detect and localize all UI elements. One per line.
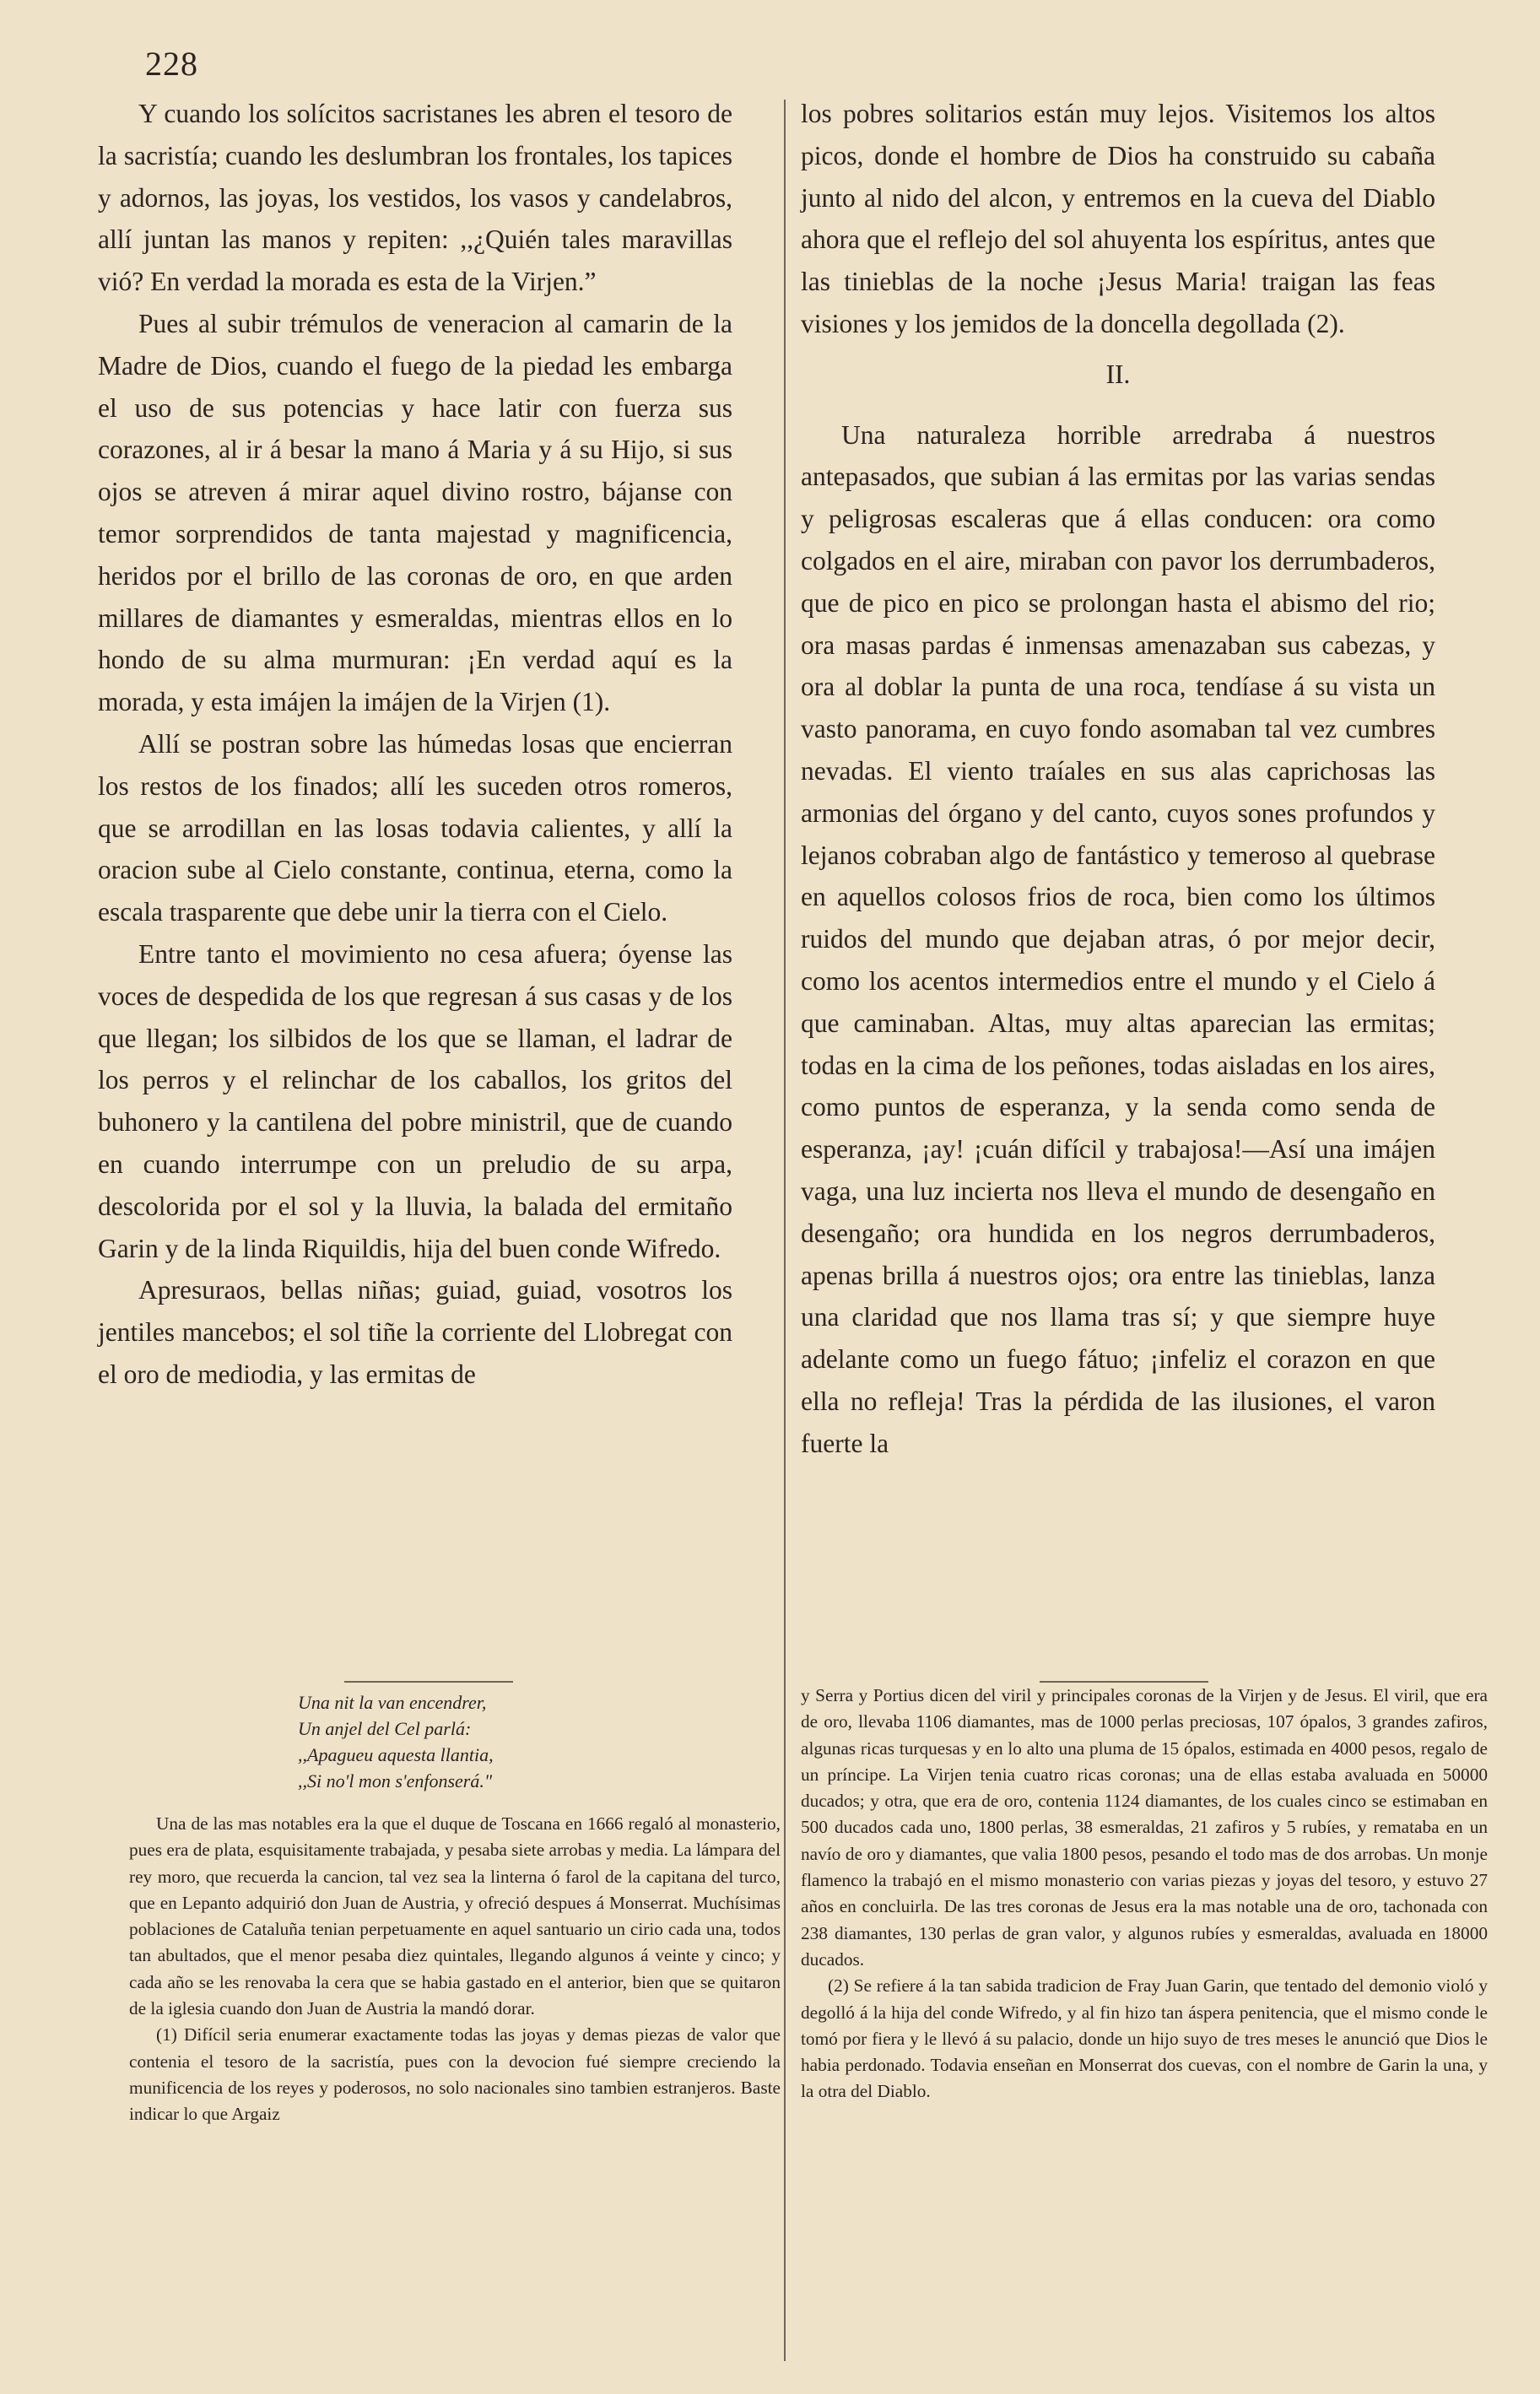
verse-line: ,,Si no'l mon s'enfonserá." bbox=[298, 1770, 493, 1791]
right-column bbox=[801, 93, 1435, 1465]
paragraph: Y cuando los solícitos sacristanes les abren el tesoro de la sacristía; cuando les deslumbran los frontales, los tapices y adornos, las joyas, los vestidos, los vasos y candelabros, allí juntan las manos y repiten: ,,¿Quién tales maravillas vió? En verdad la morada es esta de la Virjen.” bbox=[98, 99, 732, 297]
footnote-paragraph: (1) Difícil seria enumerar exactamente todas las joyas y demas piezas de valor que contenia el tesoro de la sacristía, pues con la devocion fué siempre creciendo la munificencia de los reyes y poderosos, no solo nacionales sino tambien estranjeros. Baste indicar lo que Argaiz bbox=[129, 2024, 781, 2125]
verse-quote bbox=[298, 1689, 781, 1794]
page-number: 228 bbox=[145, 45, 198, 83]
paragraph: Allí se postran sobre las húmedas losas que encierran los restos de los finados; allí les suceden otros romeros, que se arrodillan en las losas todavia calientes, y allí la oracion sube al Cielo constante, continua, eterna, como la escala trasparente que debe unir la tierra con el Cielo. bbox=[98, 728, 732, 927]
footnote-paragraph: (2) Se refiere á la tan sabida tradicion de Fray Juan Garin, que tentado del demonio violó y degolló á la hija del conde Wifredo, y al fin hizo tan áspera penitencia, que el mismo conde le tomó por fiera y le llevó á su palacio, donde un hijo suyo de tres meses le anunció que Dios le habia perdonado. Todavia enseñan en Monserrat dos cuevas, con el nombre de Garin la una, y la otra del Diablo. bbox=[801, 1975, 1488, 2102]
paragraph: Pues al subir trémulos de veneracion al camarin de la Madre de Dios, cuando el fuego de la piedad les embarga el uso de sus potencias y hace latir con fuerza sus corazones, al ir á besar la mano á Maria y á su Hijo, si sus ojos se atreven á mirar aquel divino rostro, bájanse con temor sorprendidos de tanta majestad y magnificencia, heridos por el brillo de las coronas de oro, en que arden millares de diamantes y esmeraldas, mientras ellos en lo hondo de su alma murmuran: ¡En verdad aquí es la morada, y esta imájen la imájen de la Virjen (1). bbox=[98, 308, 732, 717]
section-heading: II. bbox=[1105, 359, 1131, 389]
paragraph: Una naturaleza horrible arredraba á nuestros antepasados, que subian á las ermitas por las varias sendas y peligrosas escaleras que á ellas conducen: ora como colgados en el aire, miraban con pavor los derrumbaderos, que de pico en pico se prolongan hasta el abismo del rio; ora masas pardas é inmensas amenazaban sus cabezas, y ora al doblar la punta de una roca, tendíase á su vista un vasto panorama, en cuyo fondo asomaban tal vez cumbres nevadas. El viento traíales en sus alas caprichosas las armonias del órgano y del canto, cuyos sones profundos y lejanos cobraban algo de fantástico y temeroso al quebrase en aquellos colosos frios de roca, bien como los últimos ruidos del mundo que dejaban atras, ó por mejor decir, como los acentos intermedios entre el mundo y el Cielo á que caminaban. Altas, muy altas aparecian las ermitas; todas en la cima de los peñones, todas aisladas en los aires, como puntos de esperanza, y la senda como senda de esperanza, ¡ay! ¡cuán difícil y trabajosa!—Así una imájen vaga, una luz incierta nos lleva el mundo de desengaño en desengaño; ora hundida en los negros derrumbaderos, apenas brilla á nuestros ojos; ora entre las tinieblas, lanza una claridad que nos llama tras sí; y que siempre huye adelante como un fuego fátuo; ¡infeliz el corazon en que ella no refleja! Tras la pérdida de las ilusiones, el varon fuerte la bbox=[801, 419, 1435, 1458]
paragraph: Apresuraos, bellas niñas; guiad, guiad, vosotros los jentiles mancebos; el sol tiñe la corriente del Llobregat con el oro de mediodia, y las ermitas de bbox=[98, 1275, 732, 1389]
footnote-paragraph: Una de las mas notables era la que el duque de Toscana en 1666 regaló al monasterio, pues era de plata, esquisitamente trabajada, y pesaba siete arrobas y media. La lámpara del rey moro, que recuerda la cancion, tal vez sea la linterna ó farol de la capitana del turco, que en Lepanto adquirió don Juan de Austria, y ofreció despues á Monserrat. Muchísimas poblaciones de Cataluña tenian perpetuamente en aquel santuario un cirio cada una, todos tan abultados, que el menor pesaba diez quintales, llegando algunos á veinte y cinco; y cada año se les renovaba la cera que se habia gastado en el anterior, bien que se quitaron de la iglesia cuando don Juan de Austria la mandó dorar. bbox=[129, 1813, 781, 2019]
footnote-divider bbox=[344, 1681, 513, 1683]
verse-line: Una nit la van encendrer, bbox=[298, 1692, 487, 1713]
verse-line: Un anjel del Cel parlá: bbox=[298, 1718, 472, 1739]
footnotes-right bbox=[801, 1683, 1488, 2105]
footnote-paragraph: y Serra y Portius dicen del viril y principales coronas de la Virjen y de Jesus. El viril, que era de oro, llevaba 1106 diamantes, mas de 1000 perlas preciosas, 107 ópalos, 3 grandes zafiros, algunas ricas turquesas y en lo alto una pluma de 15 ópalos, estimada en 4000 pesos, regalo de un príncipe. La Virjen tenia cuatro ricas coronas; una de ellas estaba avaluada en 50000 ducados; y otra, que era de oro, contenia 1124 diamantes, de los cuales cinco se estimaban en 500 ducados cada uno, 1800 perlas, 38 esmeraldas, 21 zafiros y 5 rubíes, y remataba en un navío de oro y diamantes, que valia 1800 pesos, pesando el todo mas de dos arrobas. Un monje flamenco la trabajó en el mismo monasterio con varias piezas y joyas del tesoro, y estuvo 27 años en concluirla. De las tres coronas de Jesus era la mas notable una de oro, tachonada con 238 diamantes, 130 perlas de gran valor, y algunos rubíes y esmeraldas, avaluada en 18000 ducados. bbox=[801, 1685, 1488, 1970]
column-divider bbox=[784, 100, 786, 2361]
paragraph: los pobres solitarios están muy lejos. Visitemos los altos picos, donde el hombre de Dios ha construido su cabaña junto al nido del alcon, y entremos en la cueva del Diablo ahora que el reflejo del sol ahuyenta los espíritus, antes que las tinieblas de la noche ¡Jesus Maria! traigan las feas visiones y los jemidos de la doncella degollada (2). bbox=[801, 99, 1435, 338]
left-column bbox=[98, 93, 732, 1396]
verse-line: ,,Apagueu aquesta llantia, bbox=[298, 1744, 494, 1765]
paragraph: Entre tanto el movimiento no cesa afuera; óyense las voces de despedida de los que regresan á sus casas y de los que llegan; los silbidos de los que se llaman, el ladrar de los perros y el relinchar de los caballos, los gritos del buhonero y la cantilena del pobre ministril, que de cuando en cuando interrumpe con un preludio de su arpa, descolorida por el sol y la lluvia, la balada del ermitaño Garin y de la linda Riquildis, hija del buen conde Wifredo. bbox=[98, 938, 732, 1263]
footnotes-left bbox=[129, 1689, 781, 2128]
